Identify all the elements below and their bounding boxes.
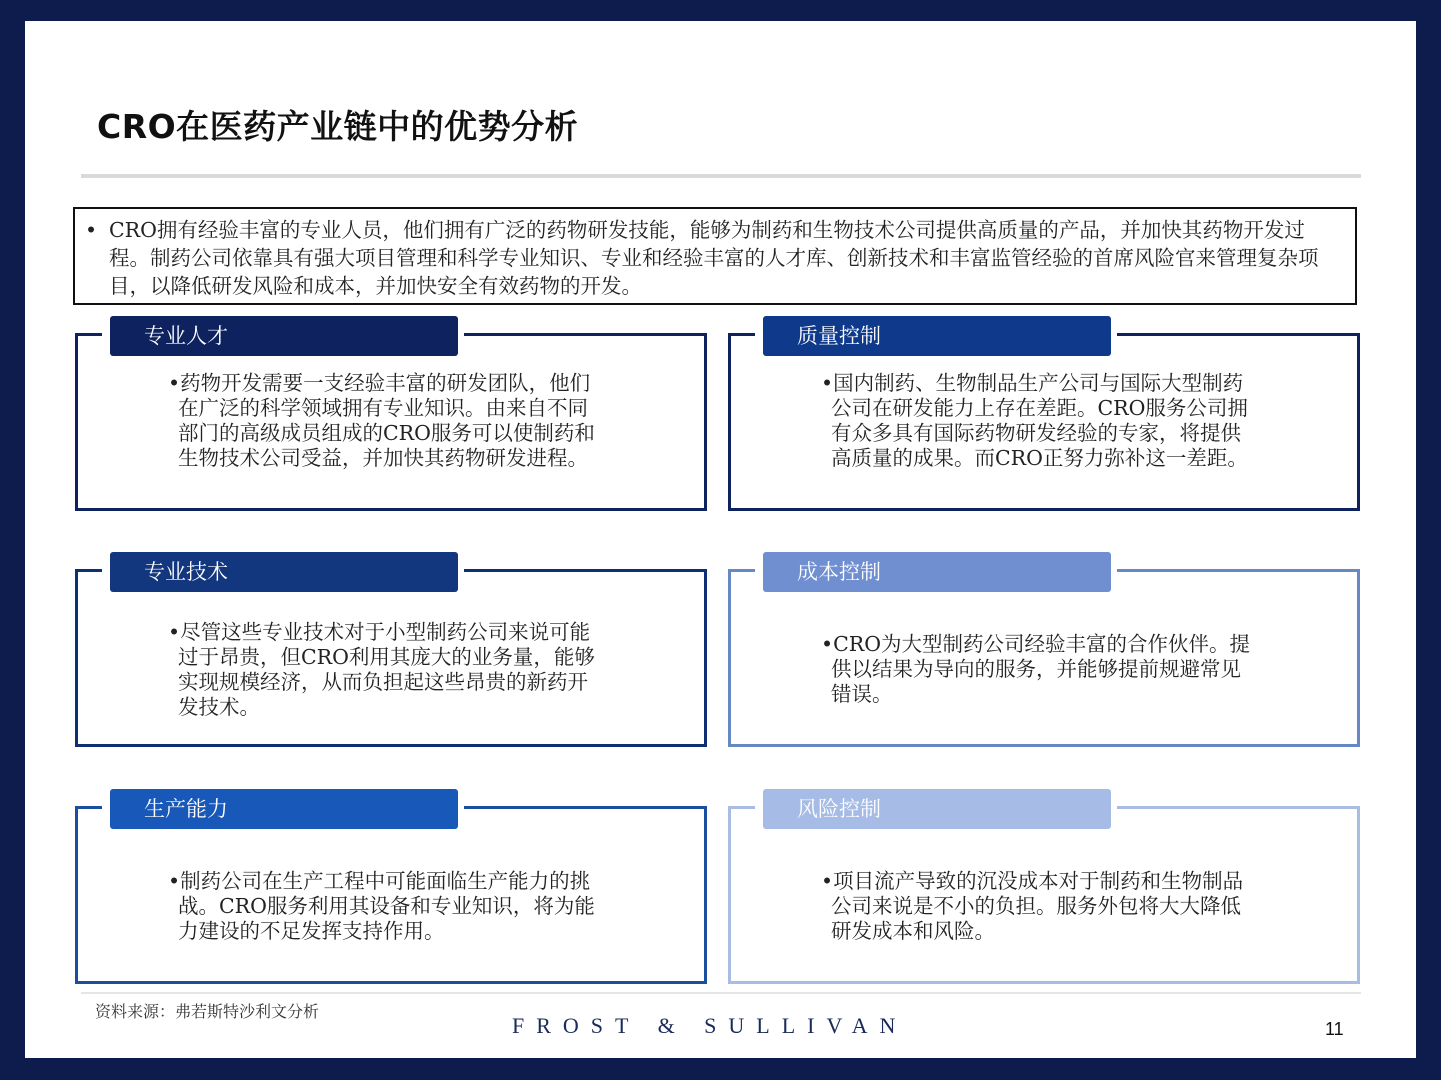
card-cost <box>728 560 1360 747</box>
card-technology <box>75 560 707 747</box>
brand-logo: FROST & SULLIVAN <box>512 1013 908 1038</box>
title-divider <box>81 174 1361 178</box>
footer-divider <box>81 992 1361 994</box>
card-quality <box>728 324 1360 511</box>
card-capacity <box>75 797 707 984</box>
card-quality-text: •国内制药、生物制品生产公司与国际大型制药公司在研发能力上存在差距。CRO服务公司拥有众多具有国际药物研发经验的专家，将提供高质量的成果。而CRO正努力弥补这一差距。 <box>821 371 1248 470</box>
card-quality-title: 质量控制 <box>763 316 1111 356</box>
card-cost-title: 成本控制 <box>763 552 1111 592</box>
card-risk-title: 风险控制 <box>763 789 1111 829</box>
card-capacity-text: •制药公司在生产工程中可能面临生产能力的挑战。CRO服务利用其设备和专业知识，将为能力建设的不足发挥支持作用。 <box>168 869 595 943</box>
card-cost-text: •CRO为大型制药公司经验丰富的合作伙伴。提供以结果为导向的服务，并能够提前规避常见错误。 <box>821 632 1251 706</box>
card-technology-text: •尽管这些专业技术对于小型制药公司来说可能过于昂贵，但CRO利用其庞大的业务量，能够实现规模经济，从而负担起这些昂贵的新药开发技术。 <box>168 620 595 719</box>
card-risk-text: •项目流产导致的沉没成本对于制药和生物制品公司来说是不小的负担。服务外包将大大降低研发成本和风险。 <box>821 869 1244 943</box>
summary-bullet: • <box>85 218 98 242</box>
card-talent <box>75 324 707 511</box>
summary-text: CRO拥有经验丰富的专业人员，他们拥有广泛的药物研发技能，能够为制药和生物技术公司提供高质量的产品，并加快其药物开发过程。制药公司依靠具有强大项目管理和科学专业知识、专业和经验丰富的人才库、创新技术和丰富监管经验的首席风险官来管理复杂项目，以降低研发风险和成本，并加快安全有效药物的开发。 <box>109 218 1319 298</box>
card-technology-title: 专业技术 <box>110 552 458 592</box>
page-title: CRO在医药产业链中的优势分析 <box>97 107 579 146</box>
card-capacity-title: 生产能力 <box>110 789 458 829</box>
card-talent-title: 专业人才 <box>110 316 458 356</box>
source-note: 资料来源：弗若斯特沙利文分析 <box>95 1002 320 1021</box>
summary-box <box>73 207 1357 305</box>
page-number: 11 <box>1325 1019 1344 1039</box>
card-risk <box>728 797 1360 984</box>
card-talent-text: •药物开发需要一支经验丰富的研发团队，他们在广泛的科学领域拥有专业知识。由来自不同部门的高级成员组成的CRO服务可以使制药和生物技术公司受益，并加快其药物研发进程。 <box>168 371 595 470</box>
slide <box>25 21 1416 1058</box>
